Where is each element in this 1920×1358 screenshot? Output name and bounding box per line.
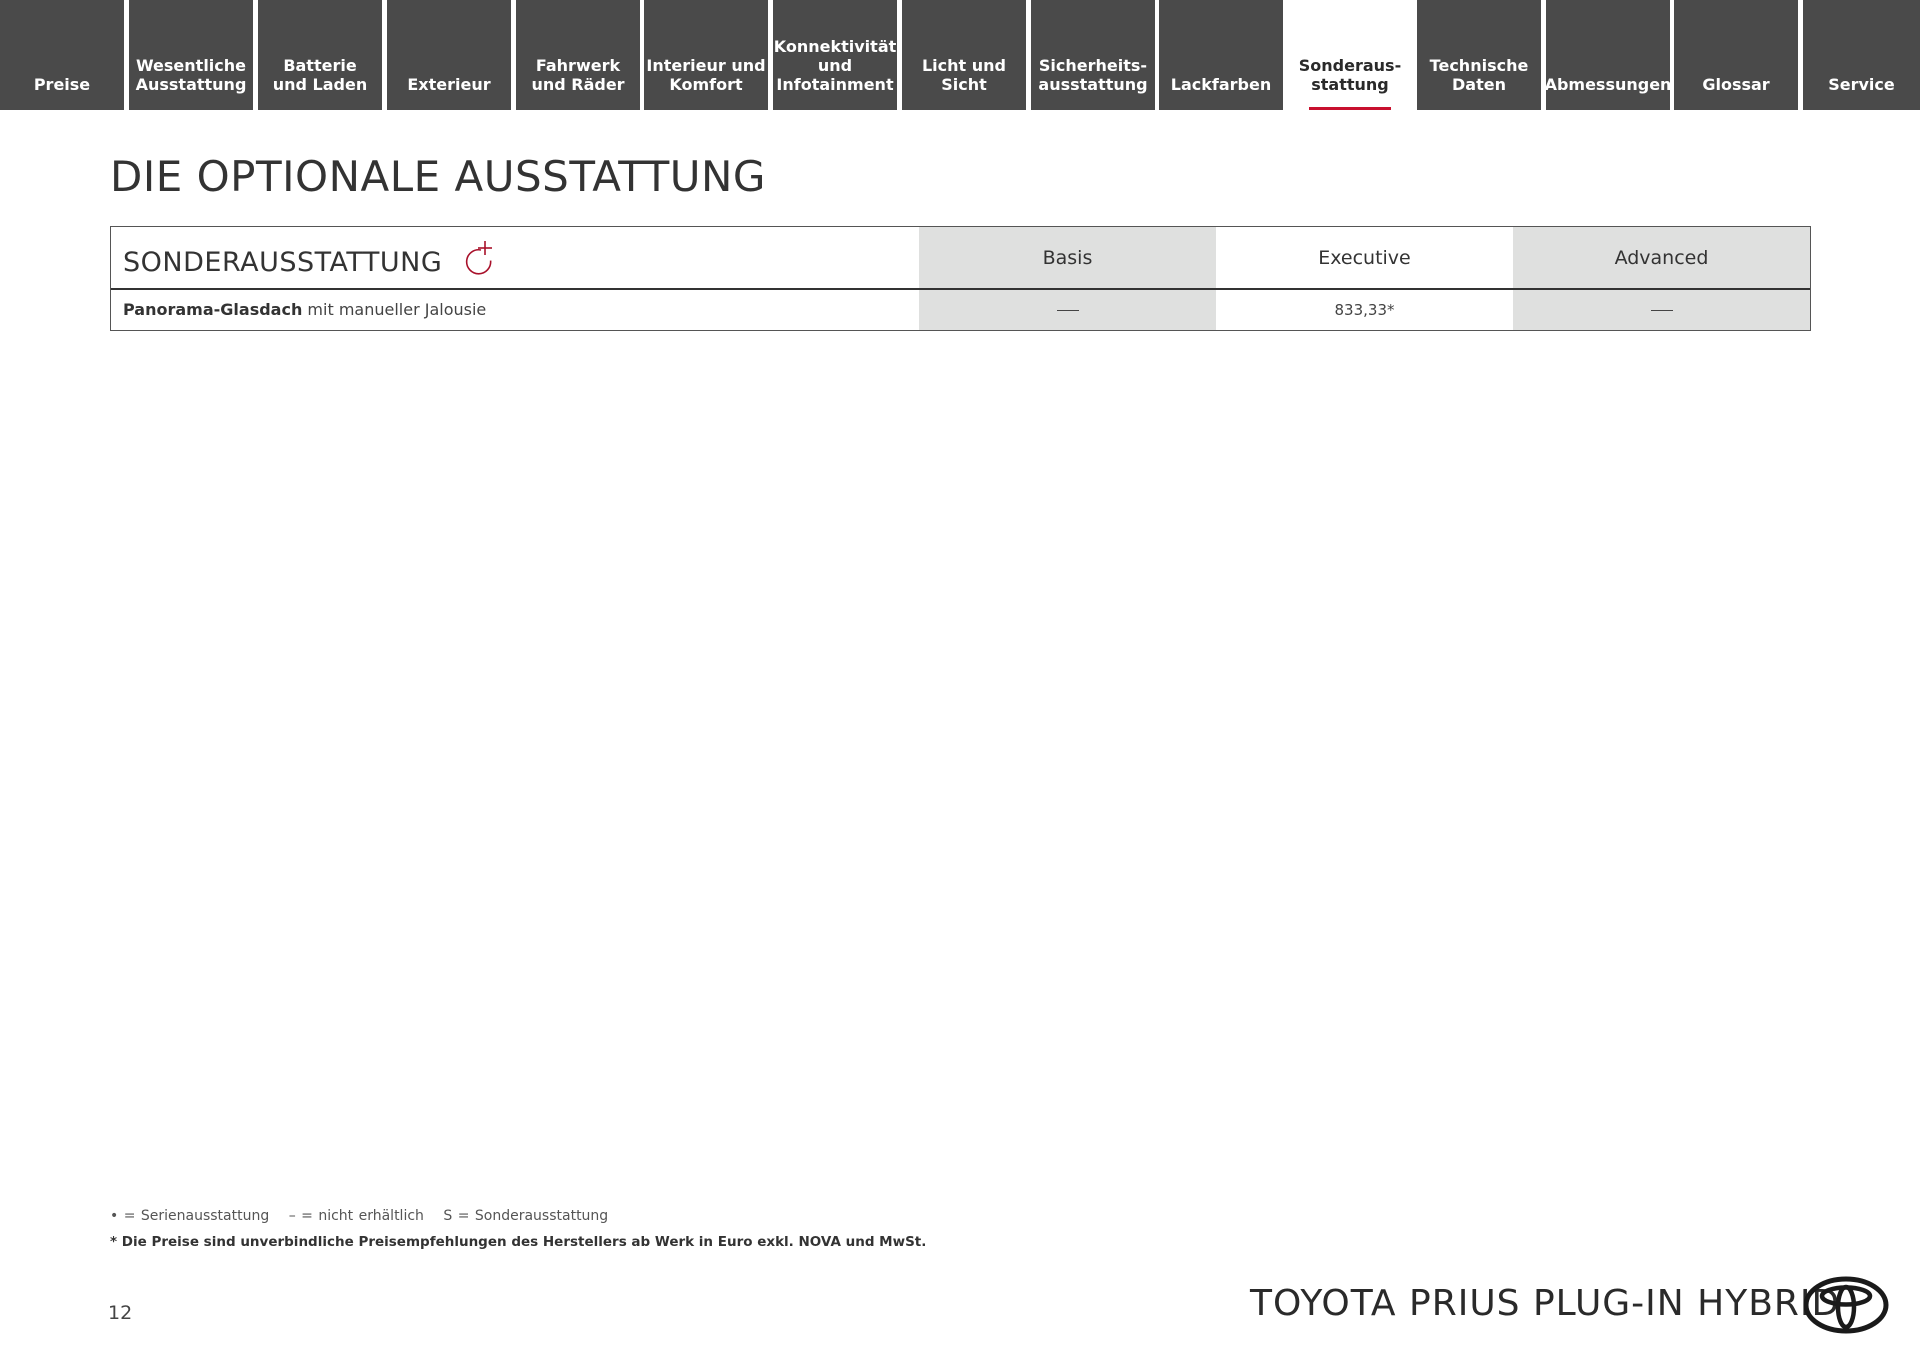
tab-licht-und-sicht[interactable] [902,0,1026,110]
circle-plus-icon [457,238,497,278]
tab-label: Batterie und Laden [272,56,368,94]
tab-fahrwerk-und-raeder[interactable] [516,0,640,110]
brand-title: TOYOTA PRIUS PLUG-IN HYBRID [1250,1283,1841,1324]
tab-label: Lackfarben [1170,75,1272,94]
option-name [123,300,486,319]
legend-optional: S = Sonderausstattung [443,1208,609,1224]
tab-konnektivitaet[interactable] [773,0,897,110]
legend-standard: • = Serienausstattung [110,1208,270,1224]
tab-service[interactable] [1803,0,1920,110]
page-title: DIE OPTIONALE AUSSTATTUNG [110,152,766,201]
tab-label: Technische Daten [1429,56,1529,94]
tab-label: Licht und Sicht [921,56,1006,94]
section-title: SONDERAUSSTATTUNG [123,247,443,278]
column-header-basis: Basis [919,227,1216,288]
tab-glossar[interactable] [1674,0,1798,110]
toyota-logo-icon [1803,1276,1889,1334]
tab-label: Preise [33,75,91,94]
tab-technische-daten[interactable] [1417,0,1541,110]
tab-interieur-und-komfort[interactable] [644,0,768,110]
tab-sonderausstattung[interactable] [1288,0,1412,110]
tab-exterieur[interactable] [387,0,511,110]
tab-batterie-und-laden[interactable] [258,0,382,110]
table-header [111,227,1810,290]
not-available-dash [1057,310,1079,311]
not-available-dash [1651,310,1673,311]
page-number: 12 [108,1302,133,1324]
tab-label: Wesentliche Ausstattung [135,56,247,94]
tab-label: Interieur und Komfort [646,56,766,94]
tab-label: Glossar [1702,75,1770,94]
legend-not-available: – = nicht erhältlich [288,1208,424,1224]
tab-sicherheitsausstattung[interactable] [1031,0,1155,110]
column-header-advanced: Advanced [1513,227,1810,288]
legend [110,1208,622,1224]
cell-advanced [1513,290,1810,330]
tab-label: Sicherheits- ausstattung [1038,56,1148,94]
options-table [110,226,1811,331]
price-footnote: * Die Preise sind unverbindliche Preisempfehlungen des Herstellers ab Werk in Euro exkl. NOVA und MwSt. [110,1234,927,1250]
option-name-bold: Panorama-Glasdach [123,300,303,319]
cell-executive: 833,33* [1334,301,1395,319]
tab-label: Sonderaus- stattung [1298,56,1402,94]
tab-label: Abmessungen [1544,75,1672,94]
tab-wesentliche-ausstattung[interactable] [129,0,253,110]
cell-basis [919,290,1216,330]
tab-label: Exterieur [407,75,491,94]
tab-label: Fahrwerk und Räder [531,56,625,94]
tab-label: Konnektivität und Infotainment [773,37,897,94]
table-row [111,290,1810,330]
tab-abmessungen[interactable] [1546,0,1670,110]
column-header-executive: Executive [1318,246,1411,269]
option-name-rest: mit manueller Jalousie [302,300,487,319]
tab-preise[interactable] [0,0,124,110]
tab-label: Service [1828,75,1895,94]
tab-lackfarben[interactable] [1159,0,1283,110]
top-navigation [0,0,1920,110]
